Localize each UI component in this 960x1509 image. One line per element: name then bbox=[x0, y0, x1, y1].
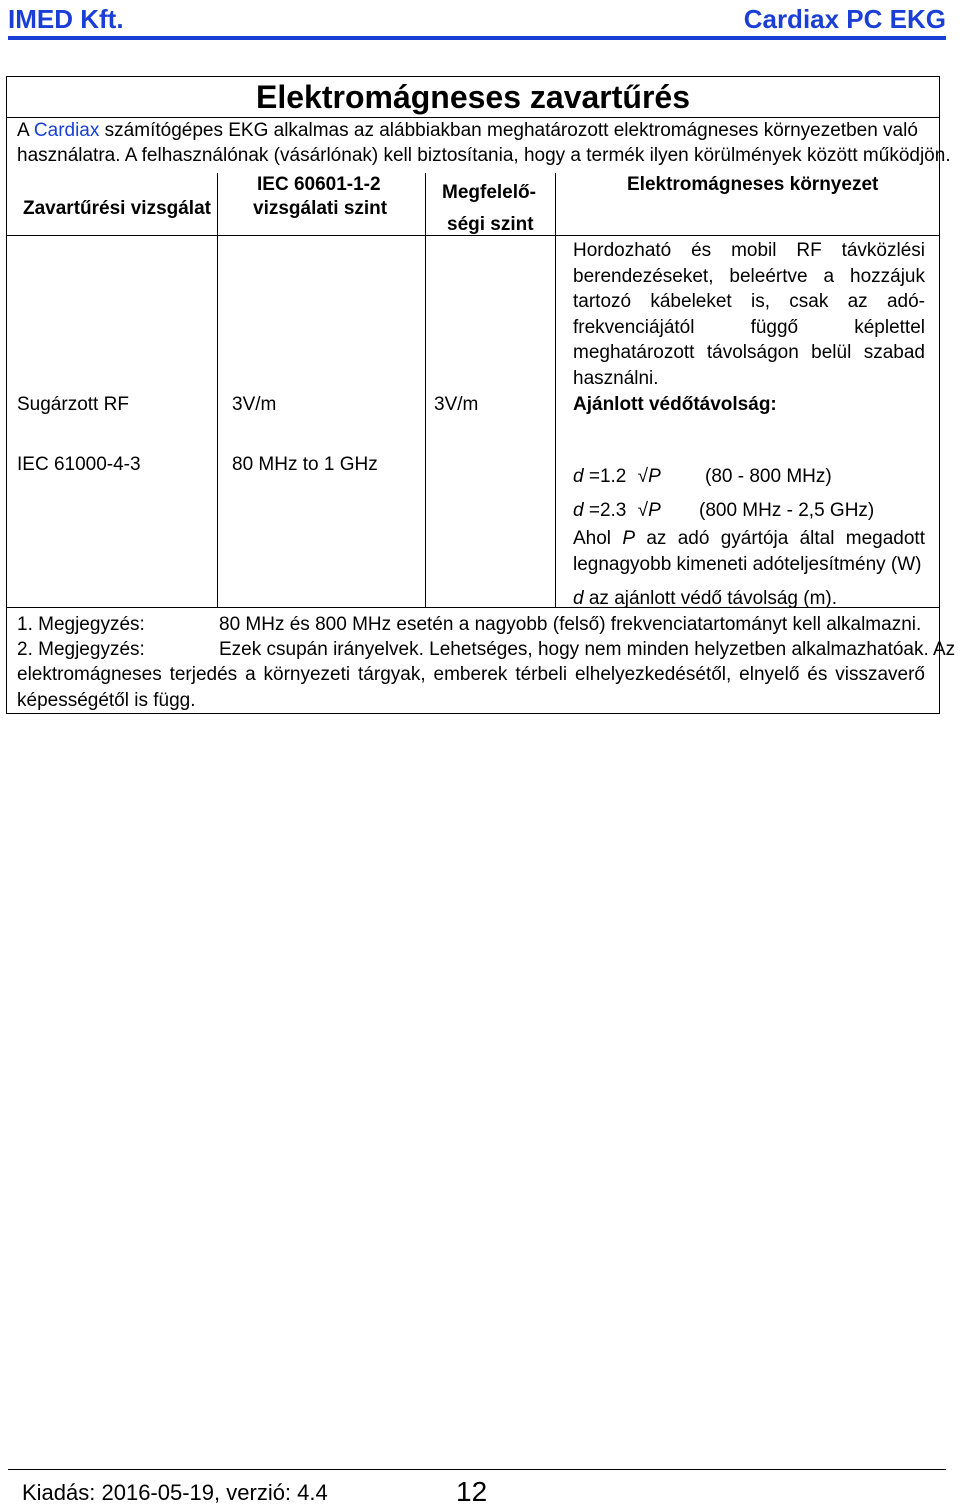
formula-1-d: d bbox=[573, 466, 584, 487]
col-divider-2 bbox=[425, 173, 426, 607]
env-line: meghatározott távolságon belül szabad bbox=[573, 342, 925, 363]
note-1-text: 80 MHz és 800 MHz esetén a nagyobb (felső) frekvenciatartományt kell alkalmazni. bbox=[219, 614, 922, 635]
header-rule bbox=[8, 36, 946, 40]
col-divider-1 bbox=[217, 173, 218, 607]
where-p: P bbox=[622, 528, 636, 549]
note-2-text: Ezek csupán irányelvek. Lehetséges, hogy nem minden helyzetben alkalmazhatóak. Az bbox=[219, 639, 956, 660]
formula-2-range: (800 MHz - 2,5 GHz) bbox=[699, 500, 875, 521]
note-2-line-3: képességétől is függ. bbox=[17, 690, 196, 711]
test-standard: IEC 61000-4-3 bbox=[17, 454, 141, 475]
distance-definition bbox=[573, 587, 837, 611]
formula-2-d: d bbox=[573, 500, 584, 521]
env-line: tartozó kábeleket is, csak az adó- bbox=[573, 291, 925, 312]
formula-2 bbox=[573, 499, 661, 523]
note-1-label: 1. Megjegyzés: bbox=[17, 614, 145, 635]
compliance-level: 3V/m bbox=[434, 394, 479, 415]
where-line-1 bbox=[573, 527, 925, 551]
header-environment: Elektromágneses környezet bbox=[627, 174, 879, 195]
env-line: berendezéseket, beleértve a hozzájuk bbox=[573, 265, 925, 287]
formula-1-coef: =1.2 bbox=[583, 466, 632, 487]
header-iec-line1: IEC 60601-1-2 bbox=[257, 174, 381, 195]
sqrt-icon: √ bbox=[637, 466, 649, 487]
brand-name: Cardiax bbox=[33, 120, 100, 141]
sqrt-icon: √ bbox=[637, 500, 649, 521]
header-test: Zavartűrési vizsgálat bbox=[23, 198, 211, 219]
note-2-line-2: elektromágneses terjedés a környezeti tárgyak, emberek térbeli elhelyezkedésétől, elnyelő és visszaverő bbox=[17, 664, 925, 685]
page-number: 12 bbox=[456, 1476, 488, 1507]
where-post: az adó gyártója által megadott bbox=[635, 528, 925, 549]
company-name: IMED Kft. bbox=[8, 4, 124, 34]
where-line-2: legnagyobb kimeneti adóteljesítmény (W) bbox=[573, 554, 922, 575]
formula-1-p: P bbox=[648, 466, 661, 487]
env-line: Hordozható és mobil RF távközlési bbox=[573, 240, 925, 261]
environment-description bbox=[573, 239, 925, 392]
intro-line-2: használatra. A felhasználónak (vásárlónak) kell biztosítania, hogy a termék ilyen körülmények között működjön. bbox=[17, 145, 951, 166]
footer-rule bbox=[8, 1469, 946, 1470]
formula-1 bbox=[573, 465, 661, 489]
distance-post: az ajánlott védő távolság (m). bbox=[583, 588, 838, 609]
note-2-label: 2. Megjegyzés: bbox=[17, 639, 145, 660]
test-level: 3V/m bbox=[232, 394, 277, 415]
env-line: frekvenciájától függő képlettel bbox=[573, 316, 925, 338]
formula-2-p: P bbox=[648, 500, 661, 521]
test-range: 80 MHz to 1 GHz bbox=[232, 454, 378, 475]
intro-pre: A bbox=[17, 120, 34, 141]
header-iec-line2: vizsgálati szint bbox=[253, 198, 388, 219]
formula-2-coef: =2.3 bbox=[583, 500, 632, 521]
product-name: Cardiax PC EKG bbox=[743, 4, 946, 34]
col-divider-3 bbox=[555, 173, 556, 607]
emc-section bbox=[6, 76, 956, 714]
intro-post: számítógépes EKG alkalmas az alábbiakban meghatározott elektromágneses környezetben való bbox=[99, 120, 918, 141]
where-pre: Ahol bbox=[573, 528, 623, 549]
title-divider bbox=[7, 117, 939, 118]
test-name: Sugárzott RF bbox=[17, 394, 129, 415]
recommended-distance-label: Ajánlott védőtávolság: bbox=[573, 394, 777, 415]
formula-1-range: (80 - 800 MHz) bbox=[705, 466, 832, 487]
env-line: használni. bbox=[573, 367, 659, 389]
header-compliance-line2: ségi szint bbox=[447, 214, 534, 235]
issue-info: Kiadás: 2016-05-19, verzió: 4.4 bbox=[22, 1480, 328, 1505]
section-title: Elektromágneses zavartűrés bbox=[256, 79, 690, 115]
header-compliance-line1: Megfelelő- bbox=[442, 182, 536, 203]
intro-line-1 bbox=[17, 119, 918, 143]
distance-d: d bbox=[573, 588, 584, 609]
